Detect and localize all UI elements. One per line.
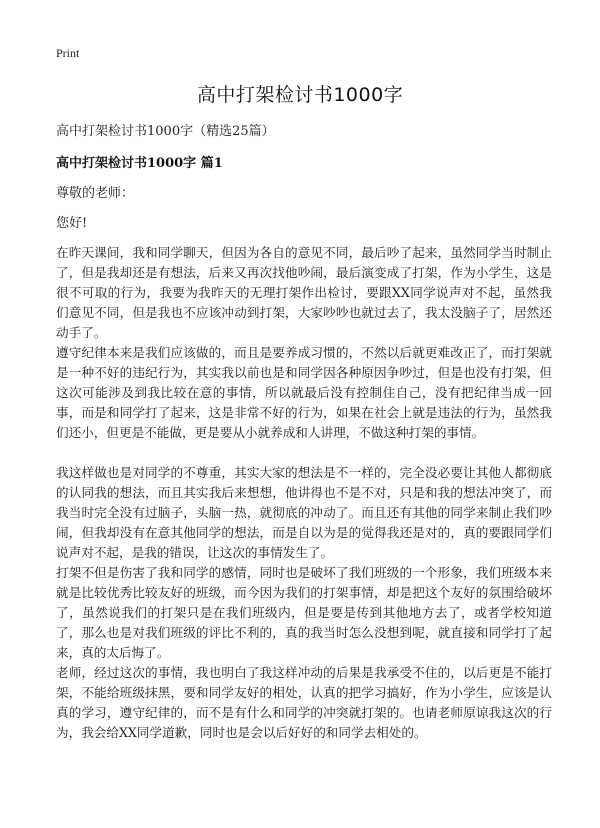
paragraph-3: 我这样做也是对同学的不尊重，其实大家的想法是不一样的，完全没必要让其他人都彻底的认同我的想法，而且其实我后来想想，他讲得也不是不对，只是和我的想法冲突了，而我当时完全没有过脑子，头脑一热，就彻底的冲动了。而且还有其他的同学来制止我们吵闹，但我却没有在意其他同学的想法，而是自以为是的觉得我还是对的，真的要跟同学们说声对不起，是我的错误，让这次的事情发生了。 [56,465,552,560]
salutation: 尊敬的老师： [56,186,135,201]
paragraph-2: 遵守纪律本来是我们应该做的，而且是要养成习惯的，不然以后就更难改正了，而打架就是一种不好的违纪行为，其实我以前也是和同学因各种原因争吵过，但是也没有打架，但这次可能涉及到我比较在意的事情，所以就最后没有控制住自己，没有把纪律当成一回事，而是和同学打了起来，这是非常不好的行为，如果在社会上就是违法的行为，虽然我们还小，但更是不能做，更是要从小就养成和人讲理，不做这种打架的事情。 [56,345,552,440]
paragraph-5: 老师，经过这次的事情，我也明白了我这样冲动的后果是我承受不住的，以后更是不能打架，不能给班级抹黑，要和同学友好的相处，认真的把学习搞好，作为小学生，应该是认真的学习，遵守纪律的，而不是有什么和同学的冲突就打架的。也请老师原谅我这次的行为，我会给XX同学道歉，同时也是会以后好好的和同学去相处的。 [56,665,552,740]
section-heading: 高中打架检讨书1000字 篇1 [56,156,223,171]
paragraph-4: 打架不但是伤害了我和同学的感情，同时也是破坏了我们班级的一个形象，我们班级本来就是比较优秀比较友好的班级，而今因为我们的打架事情，却是把这个友好的氛围给破坏了，虽然说我们的打架只是在我们班级内，但是要是传到其他地方去了，或者学校知道了，那么也是对我们班级的评比不利的，真的我当时怎么没想到呢，就直接和同学打了起来，真的太后悔了。 [56,565,552,660]
document-subtitle: 高中打架检讨书1000字（精选25篇） [56,124,275,139]
paragraph-1: 在昨天课间，我和同学聊天，但因为各自的意见不同，最后吵了起来，虽然同学当时制止了，但是我却还是有想法，后来又再次找他吵闹，最后演变成了打架，作为小学生，这是很不可取的行为，我要为我昨天的无理打架作出检讨，要跟XX同学说声对不起，虽然我们意见不同，但是我也不应该冲动到打架，大家吵吵也就过去了，我太没脑子了，居然还动手了。 [56,245,552,340]
document-title: 高中打架检讨书1000字 [196,84,404,106]
print-label: Print [56,46,80,60]
greeting: 您好! [56,216,88,231]
